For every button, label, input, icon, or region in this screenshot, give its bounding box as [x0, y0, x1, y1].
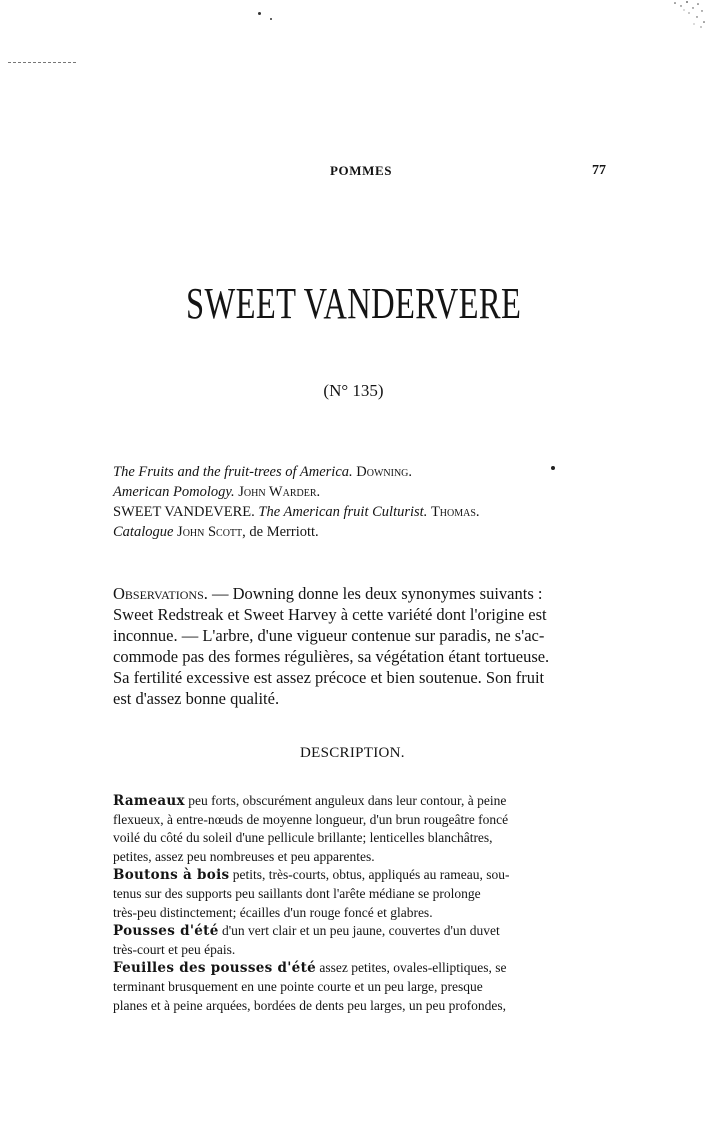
scan-artifact-line	[8, 62, 76, 63]
text-line: très-court et peu épais.	[113, 941, 236, 957]
term: Pousses d'été	[113, 923, 219, 940]
description-paragraph-boutons	[113, 866, 613, 922]
reference-line: SWEET VANDEVERE. The American fruit Culturist. Thomas.	[113, 504, 480, 520]
text-line: terminant brusquement en une pointe courte et un peu large, presque	[113, 978, 483, 994]
text-line: Pousses d'été d'un vert clair et un peu jaune, couvertes d'un duvet	[113, 923, 500, 940]
text-line: Rameaux peu forts, obscurément anguleux dans leur contour, à peine	[113, 793, 507, 809]
text-line: Feuilles des pousses d'été assez petites, ovales-elliptiques, se	[113, 960, 507, 977]
observations-paragraph	[113, 583, 613, 709]
text-line: voilé du côté du soleil d'une pellicule brillante; lenticelles blanchâtres,	[113, 830, 493, 846]
term: Boutons à bois	[113, 867, 230, 884]
section-heading: DESCRIPTION.	[300, 745, 405, 761]
text-line: commode pas des formes régulières, sa végétation étant tortueuse.	[113, 647, 550, 666]
text-line: Observations. — Downing donne les deux synonymes suivants :	[113, 584, 543, 603]
description-body	[113, 792, 613, 1015]
reference-line: American Pomology. John Warder.	[113, 484, 321, 500]
reference-line: Catalogue John Scott, de Merriott.	[113, 524, 319, 540]
page-number: 77	[592, 163, 606, 178]
text-line: Sweet Redstreak et Sweet Harvey à cette variété dont l'origine est	[113, 605, 547, 624]
text-line: tenus sur des supports peu saillants dont l'arête médiane se prolonge	[113, 885, 481, 901]
text-line: petites, assez peu nombreuses et peu apparentes.	[113, 848, 375, 864]
scan-corner-noise	[667, 0, 707, 30]
references	[113, 462, 593, 542]
page-title: SWEET VANDERVERE	[185, 279, 522, 328]
observations-label: Observations.	[113, 584, 208, 603]
text-line: très-peu distinctement; écailles d'un rouge foncé et glabres.	[113, 904, 433, 920]
reference-line: The Fruits and the fruit-trees of America. Downing.	[113, 464, 413, 480]
description-paragraph-feuilles	[113, 959, 613, 1015]
term: Feuilles des pousses d'été	[113, 960, 316, 977]
text-line: planes et à peine arquées, bordées de dents peu larges, un peu profondes,	[113, 997, 506, 1013]
scan-speck	[258, 12, 261, 15]
variety-number: (N° 135)	[323, 381, 384, 400]
text-line: inconnue. — L'arbre, d'une vigueur contenue sur paradis, ne s'ac-	[113, 626, 545, 645]
description-paragraph-pousses	[113, 922, 613, 959]
scan-speck	[270, 18, 272, 20]
running-head: POMMES	[330, 163, 393, 178]
text-line: Sa fertilité excessive est assez précoce et bien soutenue. Son fruit	[113, 668, 545, 687]
text-line: Boutons à bois petits, très-courts, obtus, appliqués au rameau, sou-	[113, 867, 510, 884]
text-line: est d'assez bonne qualité.	[113, 689, 280, 708]
term: Rameaux	[113, 793, 185, 809]
text-line: flexueux, à entre-nœuds de moyenne longueur, d'un brun rougeâtre foncé	[113, 811, 509, 827]
description-paragraph-rameaux	[113, 792, 613, 866]
